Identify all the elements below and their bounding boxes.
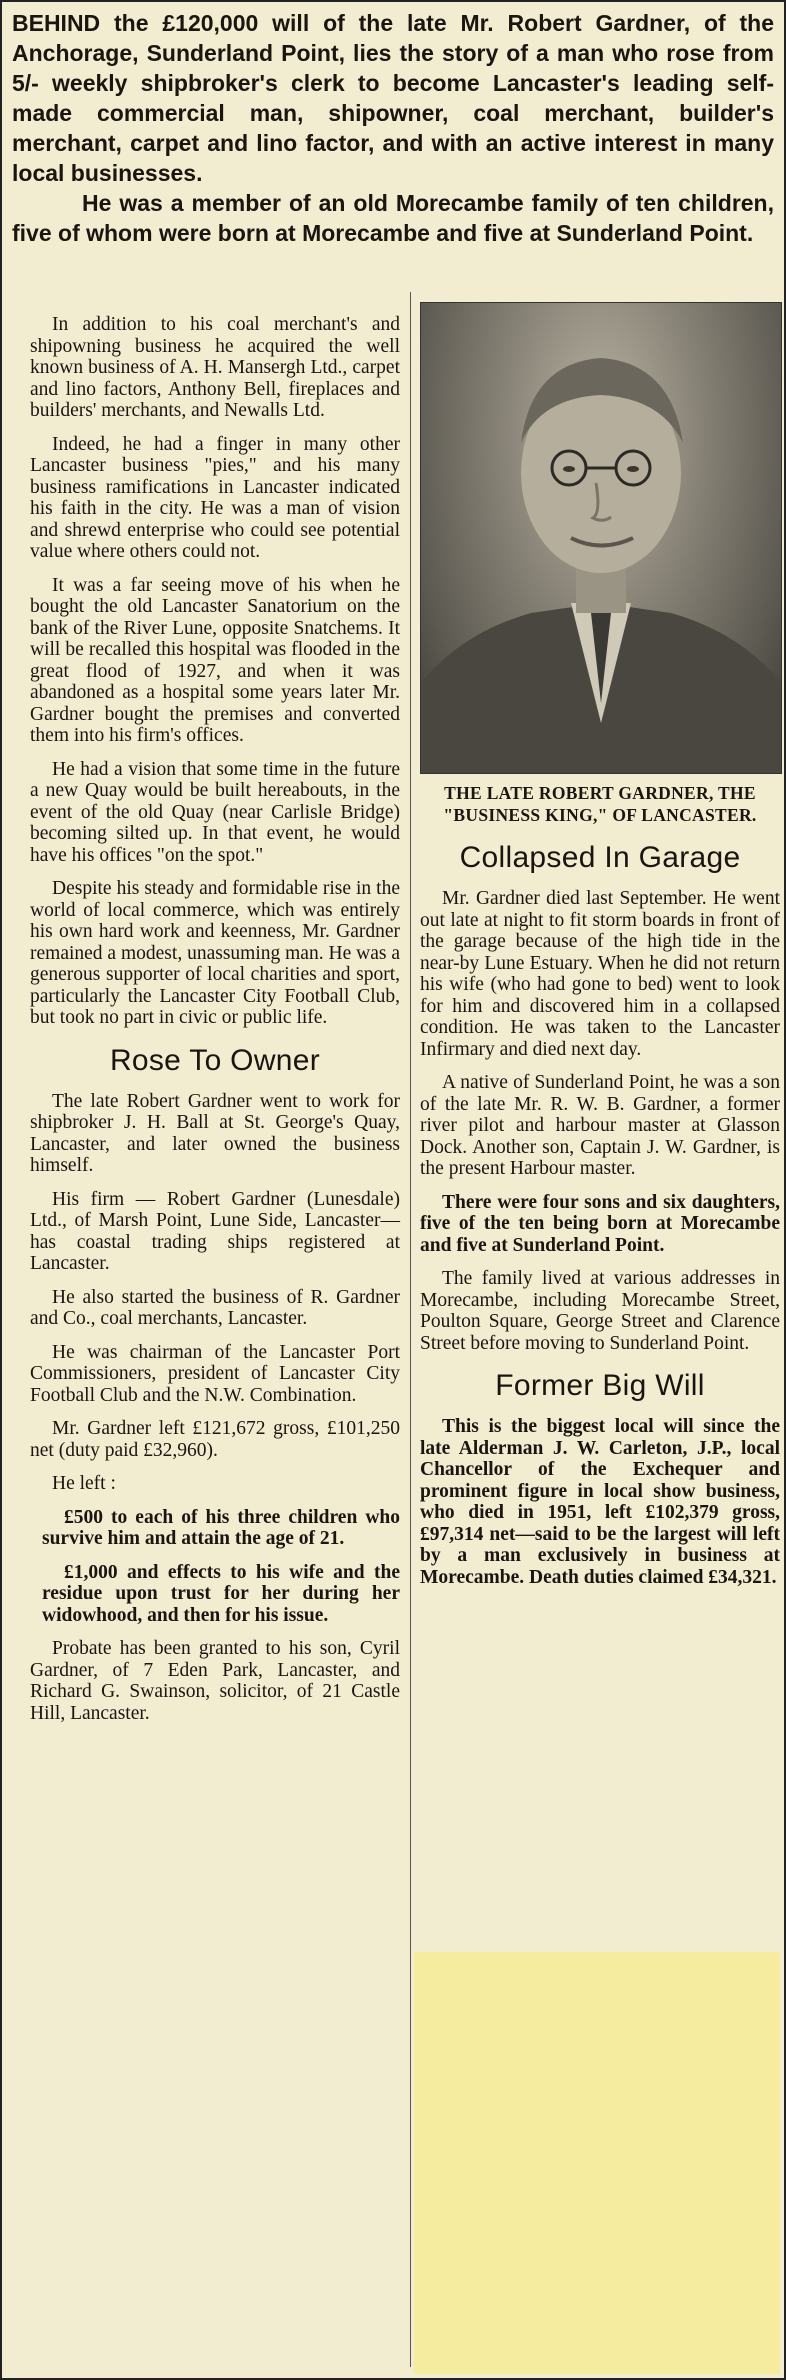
left-para-6: The late Robert Gardner went to work for shipbroker J. H. Ball at St. George's Quay, Lancaster, and later owned the business himself. [30,1090,400,1176]
portrait-photo [420,302,782,774]
left-para-9: He was chairman of the Lancaster Port Commissioners, president of Lancaster City Football Club and the N.W. Combination. [30,1341,400,1406]
bequest-2: £1,000 and effects to his wife and the residue upon trust for her during her widowhood, and then for his issue. [42,1561,400,1626]
lead-paragraph [12,8,774,248]
heading-rose-to-owner: Rose To Owner [109,1043,321,1077]
heading-collapsed-in-garage: Collapsed In Garage [459,841,741,874]
left-para-11: He left : [52,1473,116,1494]
bequest-1: £500 to each of his three children who survive him and attain the age of 21. [42,1506,400,1549]
left-para-14: Probate has been granted to his son, Cyril Gardner, of 7 Eden Park, Lancaster, and Richard G. Swainson, solicitor, of 21 Castle Hill, Lancaster. [30,1638,400,1724]
photo-caption: THE LATE ROBERT GARDNER, THE "BUSINESS KING," OF LANCASTER. [443,783,757,825]
left-para-8: He also started the business of R. Gardner and Co., coal merchants, Lancaster. [30,1286,400,1329]
left-para-10: Mr. Gardner left £121,672 gross, £101,250 net (duty paid £32,960). [30,1418,400,1461]
left-column [30,314,400,1736]
lead-para-2: He was a member of an old Morecambe family of ten children, five of whom were born at Morecambe and five at Sunderland Point. [12,190,774,246]
left-para-7: His firm — Robert Gardner (Lunesdale) Ltd., of Marsh Point, Lune Side, Lancaster—has coastal trading ships registered at Lancaster. [30,1188,400,1274]
portrait-illustration [421,303,781,773]
heading-former-big-will: Former Big Will [495,1369,705,1402]
left-para-3: It was a far seeing move of his when he bought the old Lancaster Sanatorium on the bank of the River Lune, opposite Snatchems. It will be recalled this hospital was flooded in the great flood of 1927, and when it was abandoned as a hospital some years later Mr. Gardner bought the premises and converted them into his firm's offices. [30,574,400,746]
blank-yellowed-area [414,1952,780,2374]
column-divider [410,292,411,2367]
right-para-4: The family lived at various addresses in Morecambe, including Morecambe Street, Poulton Square, George Street and Clarence Street before moving to Sunderland Point. [420,1268,780,1354]
right-para-3: There were four sons and six daughters, five of the ten being born at Morecambe and five at Sunderland Point. [420,1191,780,1256]
lead-para-1: BEHIND the £120,000 will of the late Mr. Robert Gardner, of the Anchorage, Sunderland Point, lies the story of a man who rose from 5/- weekly shipbroker's clerk to become Lancaster's leading self-made commercial man, shipowner, coal merchant, builder's merchant, carpet and lino factor, and with an active interest in many local businesses. [12,10,774,186]
left-para-5: Despite his steady and formidable rise in the world of local commerce, which was entirely his own hard work and keenness, Mr. Gardner remained a modest, unassuming man. He was a generous supporter of local charities and sport, particularly the Lancaster City Football Club, but took no part in civic or public life. [30,878,400,1028]
left-para-4: He had a vision that some time in the future a new Quay would be built hereabouts, in the event of the old Quay (near Carlisle Bridge) becoming silted up. In that event, he would have his offices "on the spot." [30,758,400,866]
right-para-2: A native of Sunderland Point, he was a son of the late Mr. R. W. B. Gardner, a former river pilot and harbour master at Glasson Dock. Another son, Captain J. W. Gardner, is the present Harbour master. [420,1072,780,1179]
right-para-1: Mr. Gardner died last September. He went out late at night to fit storm boards in front of the garage because of the high tide in the near-by Lune Estuary. When he did not return his wife (who had gone to bed) went to look for him and discovered him in a collapsed condition. He was taken to the Lancaster Infirmary and died next day. [420,888,780,1060]
right-column [420,302,780,1600]
left-para-2: Indeed, he had a finger in many other Lancaster business "pies," and his many business ramifications in Lancaster indicated his faith in the city. He was a man of vision and shrewd enterprise who could see potential value where others could not. [30,433,400,562]
left-para-1: In addition to his coal merchant's and shipowning business he acquired the well known business of A. H. Mansergh Ltd., carpet and lino factors, Anthony Bell, fireplaces and builders' merchants, and Newalls Ltd. [30,314,400,421]
right-para-5: This is the biggest local will since the late Alderman J. W. Carleton, J.P., local Chancellor of the Exchequer and prominent figure in local show business, who died in 1951, left £102,379 gross, £97,314 net—said to be the largest will left by a man exclusively in business at Morecambe. Death duties claimed £34,321. [420,1416,780,1588]
